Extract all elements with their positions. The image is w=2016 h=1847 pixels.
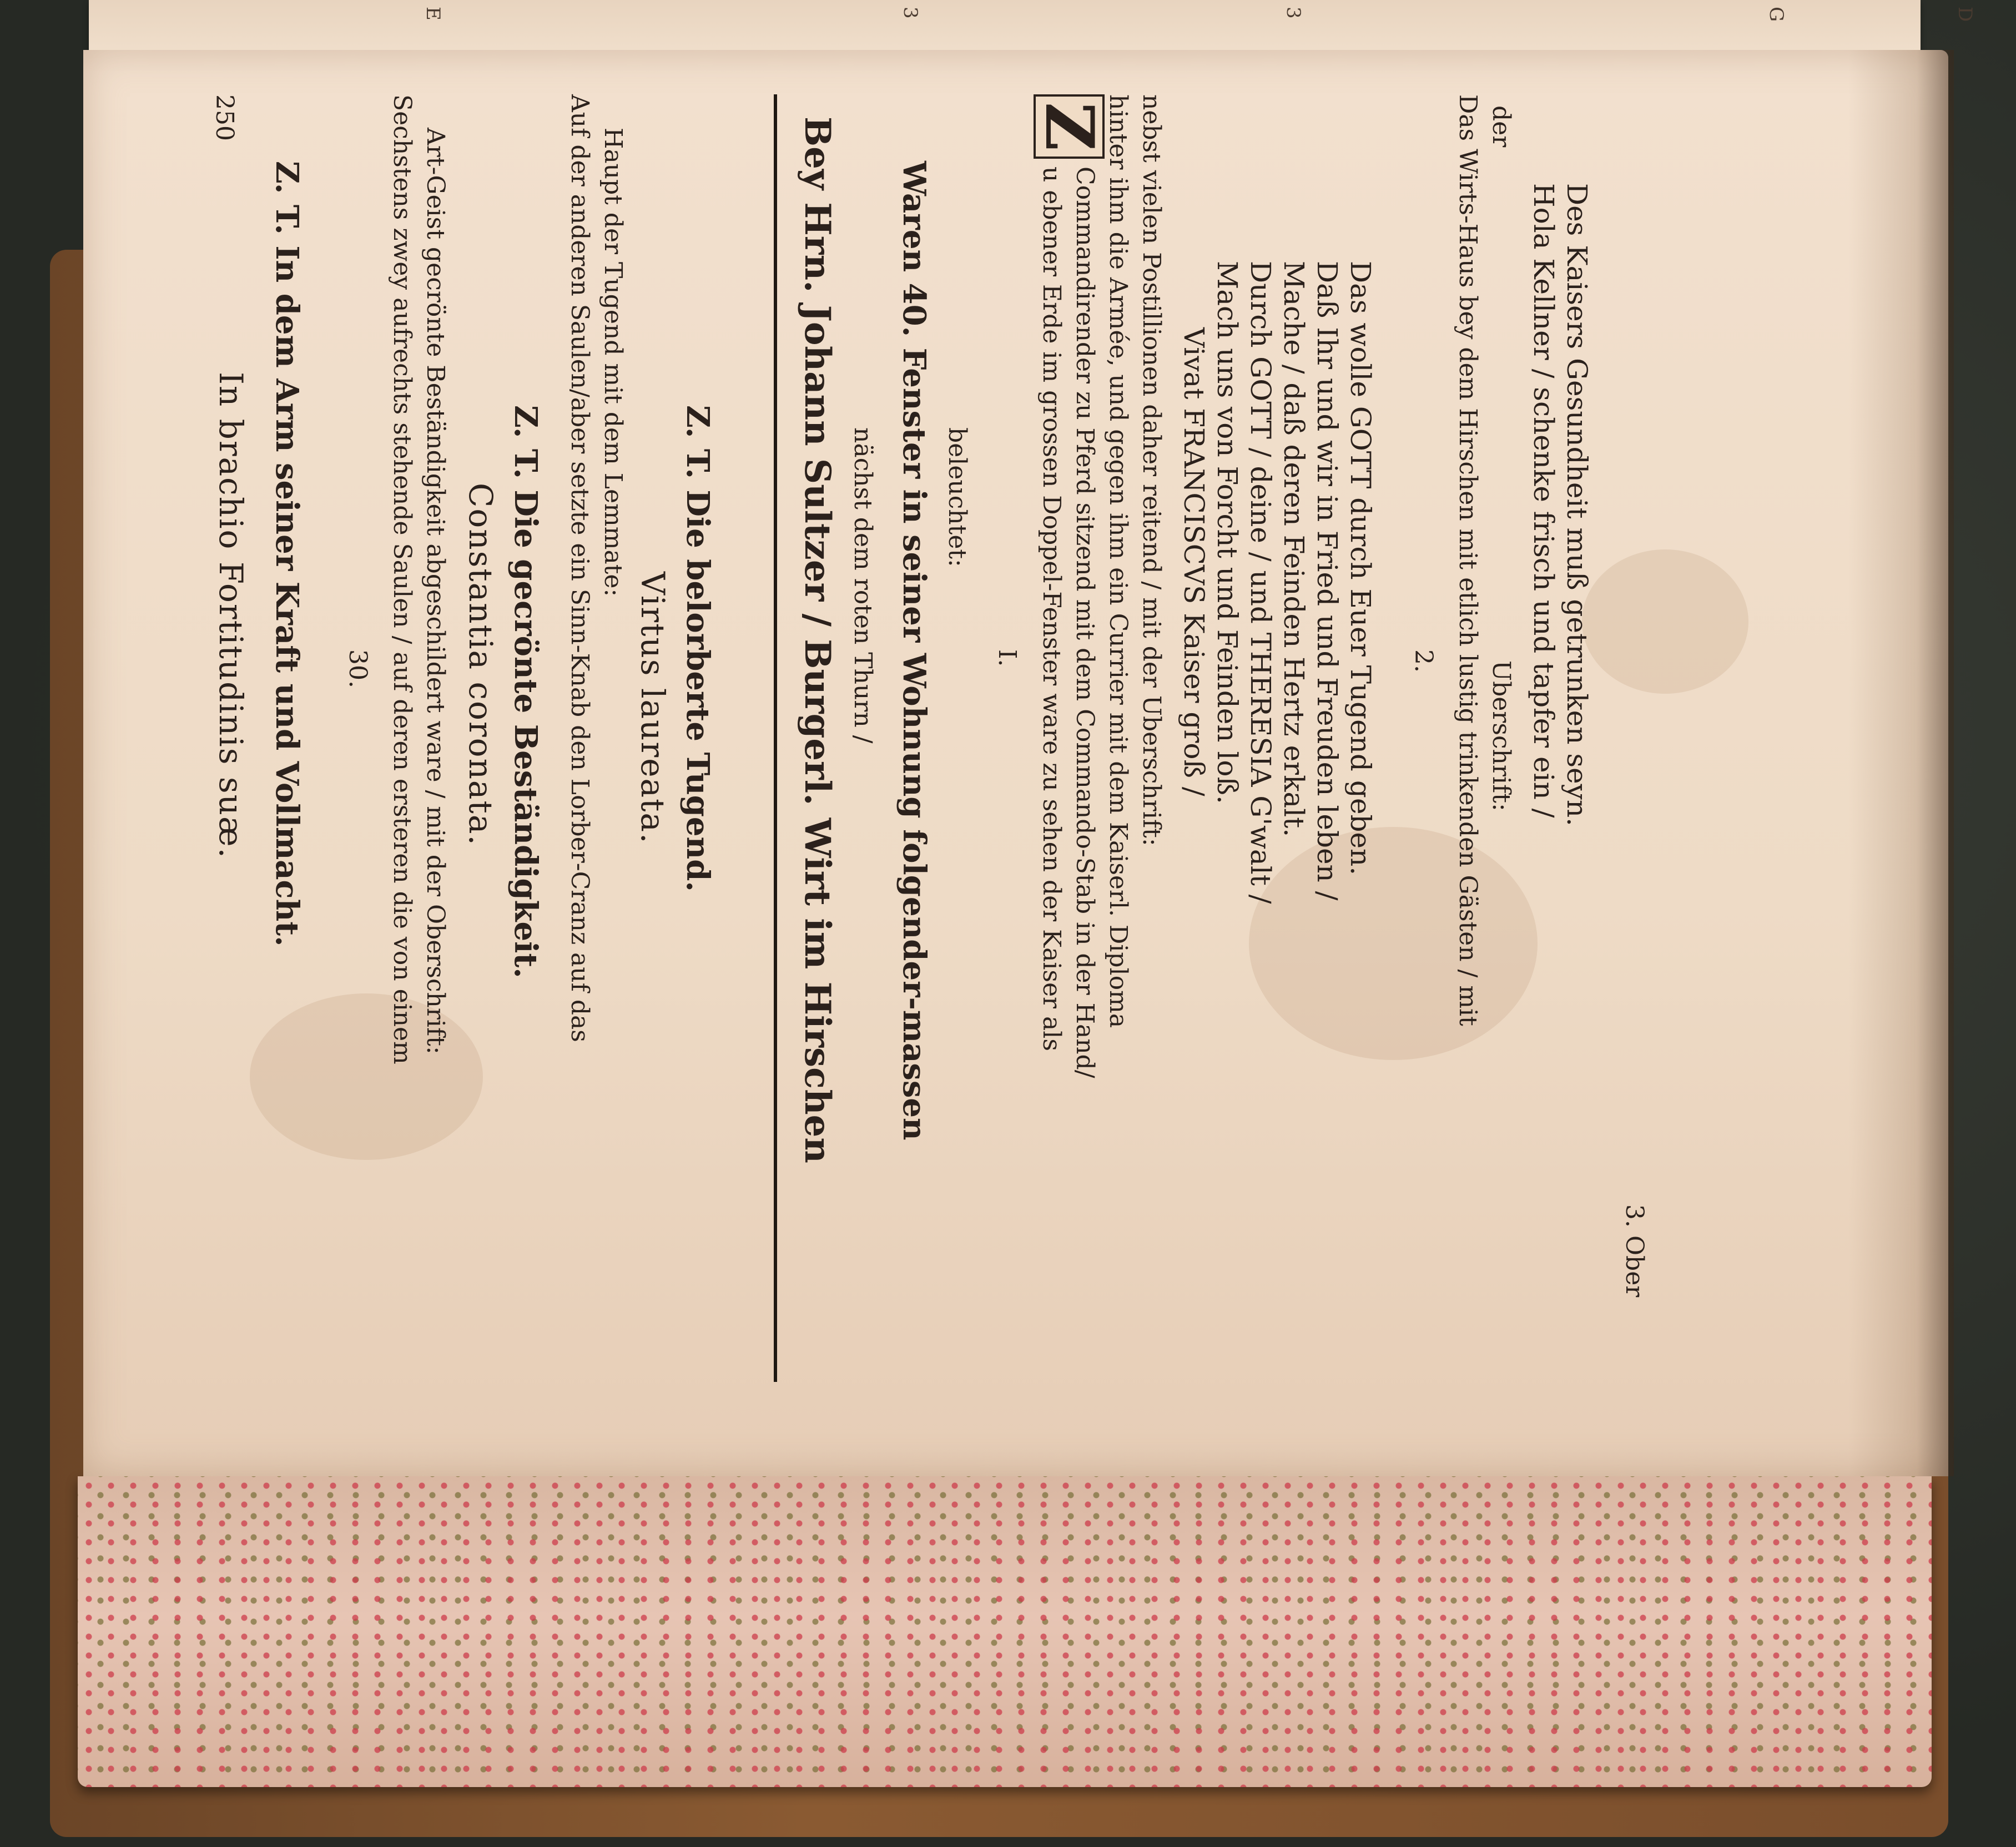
prev-mark: G (1765, 7, 1787, 22)
section-number: 30. (344, 649, 372, 688)
item-text: nebst vielen Postillionen daher reitend / mit der Uberschrift: (1137, 94, 1166, 846)
motto-translation: Z. T. Die gecrönte Beständigkeit. (507, 405, 544, 978)
section-text: Haupt der Tugend mit dem Lemmate: (599, 128, 627, 597)
motto-translation: Z. T. In dem Arm seiner Kraft und Vollmacht. (269, 161, 305, 947)
verse-line: Vivat FRANCISCVS Kaiser groß / (1178, 327, 1210, 796)
item-text: Commandirender zu Pferd sitzend mit dem Commando-Stab in der Hand/ (1071, 166, 1099, 1078)
item-text: hinter ihm die Armée, und gegen ihm ein Currier mit dem Kaiserl. Diploma (1104, 94, 1132, 1028)
motto-latin: In brachio Fortitudinis suæ. (212, 372, 250, 859)
heading: Bey Hrn. Johann Sultzer / Burgerl. Wirt im Hirschen (797, 117, 838, 1163)
item-text: Uberschrift: (1487, 660, 1515, 811)
page-number: 250 (210, 94, 239, 141)
prev-mark: E (422, 7, 444, 21)
section-text: Art-Geist gecrönte Beständigkeit abgeschildert ware / mit der Oberschrift: (421, 128, 450, 1054)
verse-line: Durch GOTT / deine / und THERESIA G'walt / (1244, 261, 1277, 904)
intro-text: Waren 40. Fenster in seiner Wohnung folgender-massen (896, 161, 933, 1141)
item-text: u ebener Erde im grossen Doppel-Fenster ware zu sehen der Kaiser als (1037, 166, 1066, 1051)
verse-line: Das wolle GOTT durch Euer Tugend geben. (1344, 261, 1377, 876)
verse-line: Daß Ihr und wir in Fried und Freuden leben / (1311, 261, 1343, 901)
prev-mark: D (1954, 7, 1976, 22)
item-text: der (1487, 105, 1515, 148)
verse-line: Des Kaisers Gesundheit muß getrunken seyn. (1561, 183, 1593, 826)
prev-mark: 3 (1282, 7, 1304, 19)
verse-line: Hola Kellner / schenke frisch und tapfer ein / (1528, 183, 1560, 818)
item-number: I. (993, 649, 1021, 667)
decorative-initial: Z (1034, 94, 1105, 159)
section-rule (774, 94, 777, 1382)
item-text: Das Wirts-Haus bey dem Hirschen mit etlich lustig trinkenden Gästen / mit (1454, 94, 1482, 1026)
page-text (150, 94, 1737, 1382)
intro-text: beleuchtet: (943, 427, 971, 567)
verse-line: Mach uns von Forcht und Feinden loß. (1211, 261, 1243, 804)
item-number: 2. (1409, 649, 1438, 673)
catchword: 3. Ober (1620, 1204, 1649, 1298)
verse-line: Mache / daß deren Feinden Hertz erkalt. (1278, 261, 1310, 837)
subheading: nächst dem roten Thurn / (849, 427, 877, 744)
section-text: Sechstens zwey aufrechts stehende Saulen / auf deren ersteren die von einem (388, 94, 416, 1064)
motto-latin: Constantia coronata. (462, 483, 500, 846)
prev-mark: 3 (899, 7, 921, 19)
page-edge-sprinkled (78, 1476, 1932, 1787)
section-text: Auf der anderen Saulen/aber setzte ein Sinn-Knab den Lorber-Cranz auf das (566, 94, 594, 1042)
motto-translation: Z. T. Die belorberte Tugend. (679, 405, 716, 892)
motto-latin: Virtus laureata. (634, 572, 672, 845)
